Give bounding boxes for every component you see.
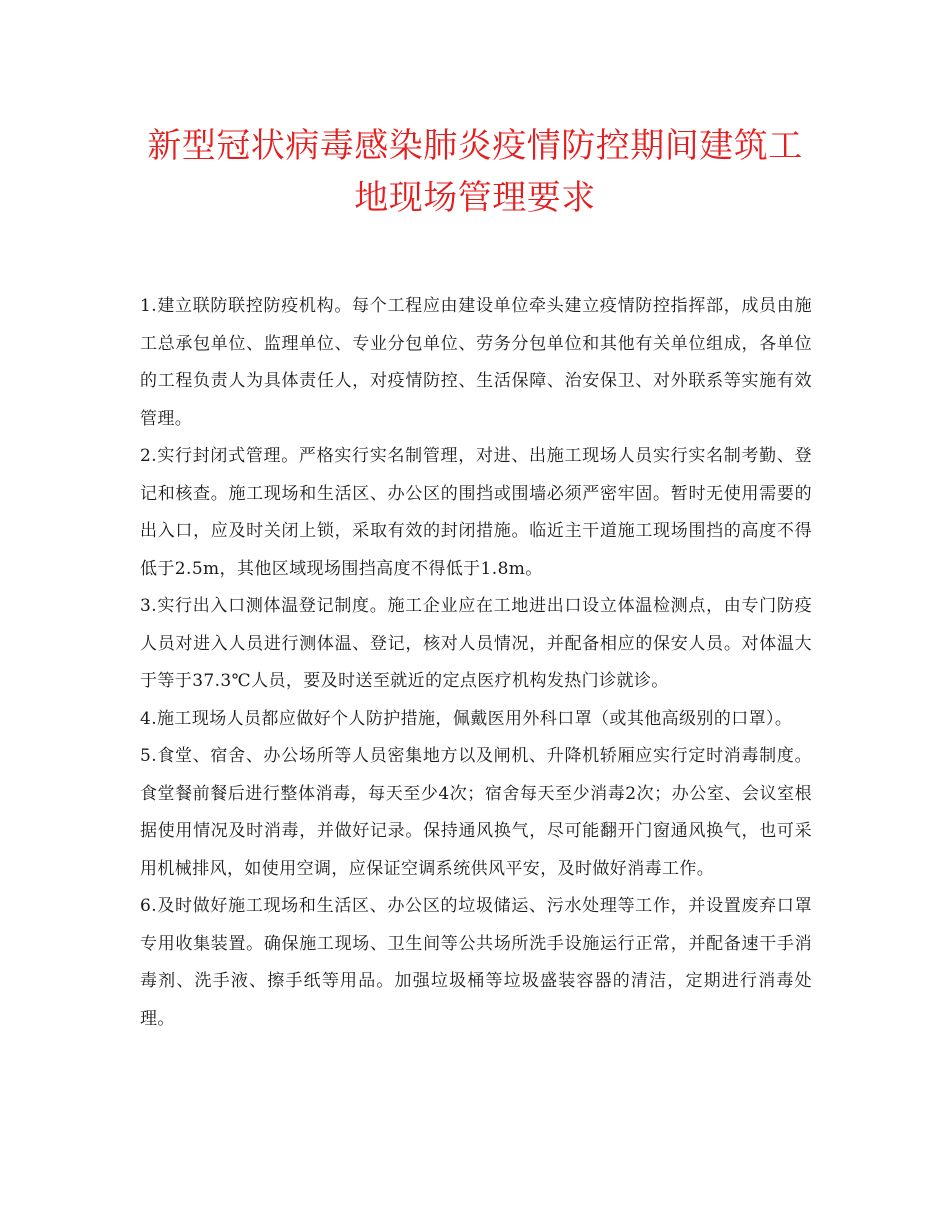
document-body: [140, 288, 812, 1038]
paragraph-4: 4.施工现场人员都应做好个人防护措施，佩戴医用外科口罩（或其他高级别的口罩）。: [140, 708, 793, 729]
paragraph-3: 3.实行出入口测体温登记制度。施工企业应在工地进出口设立体温检测点，由专门防疫人员对进入人员进行测体温、登记，核对人员情况，并配备相应的保安人员。对体温大于等于37.3℃人员，要及时送至就近的定点医疗机构发热门诊就诊。: [140, 596, 812, 691]
paragraph-2: 2.实行封闭式管理。严格实行实名制管理，对进、出施工现场人员实行实名制考勤、登记和核查。施工现场和生活区、办公区的围挡或围墙必须严密牢固。暂时无使用需要的出入口，应及时关闭上锁，采取有效的封闭措施。临近主干道施工现场围挡的高度不得低于2.5m，其他区域现场围挡高度不得低于1.8m。: [140, 446, 812, 579]
paragraph-1: 1.建立联防联控防疫机构。每个工程应由建设单位牵头建立疫情防控指挥部，成员由施工总承包单位、监理单位、专业分包单位、劳务分包单位和其他有关单位组成，各单位的工程负责人为具体责任人，对疫情防控、生活保障、治安保卫、对外联系等实施有效管理。: [140, 296, 812, 429]
paragraph-5: 5.食堂、宿舍、办公场所等人员密集地方以及闸机、升降机轿厢应实行定时消毒制度。食堂餐前餐后进行整体消毒，每天至少4次；宿舍每天至少消毒2次；办公室、会议室根据使用情况及时消毒，并做好记录。保持通风换气，尽可能翻开门窗通风换气，也可采用机械排风，如使用空调，应保证空调系统供风平安，及时做好消毒工作。: [140, 746, 812, 879]
document-title: 新型冠状病毒感染肺炎疫情防控期间建筑工地现场管理要求: [147, 126, 803, 218]
paragraph-6: 6.及时做好施工现场和生活区、办公区的垃圾储运、污水处理等工作，并设置废弃口罩专用收集装置。确保施工现场、卫生间等公共场所洗手设施运行正常，并配备速干手消毒剂、洗手液、擦手纸等用品。加强垃圾桶等垃圾盛装容器的清洁，定期进行消毒处理。: [140, 896, 812, 1029]
